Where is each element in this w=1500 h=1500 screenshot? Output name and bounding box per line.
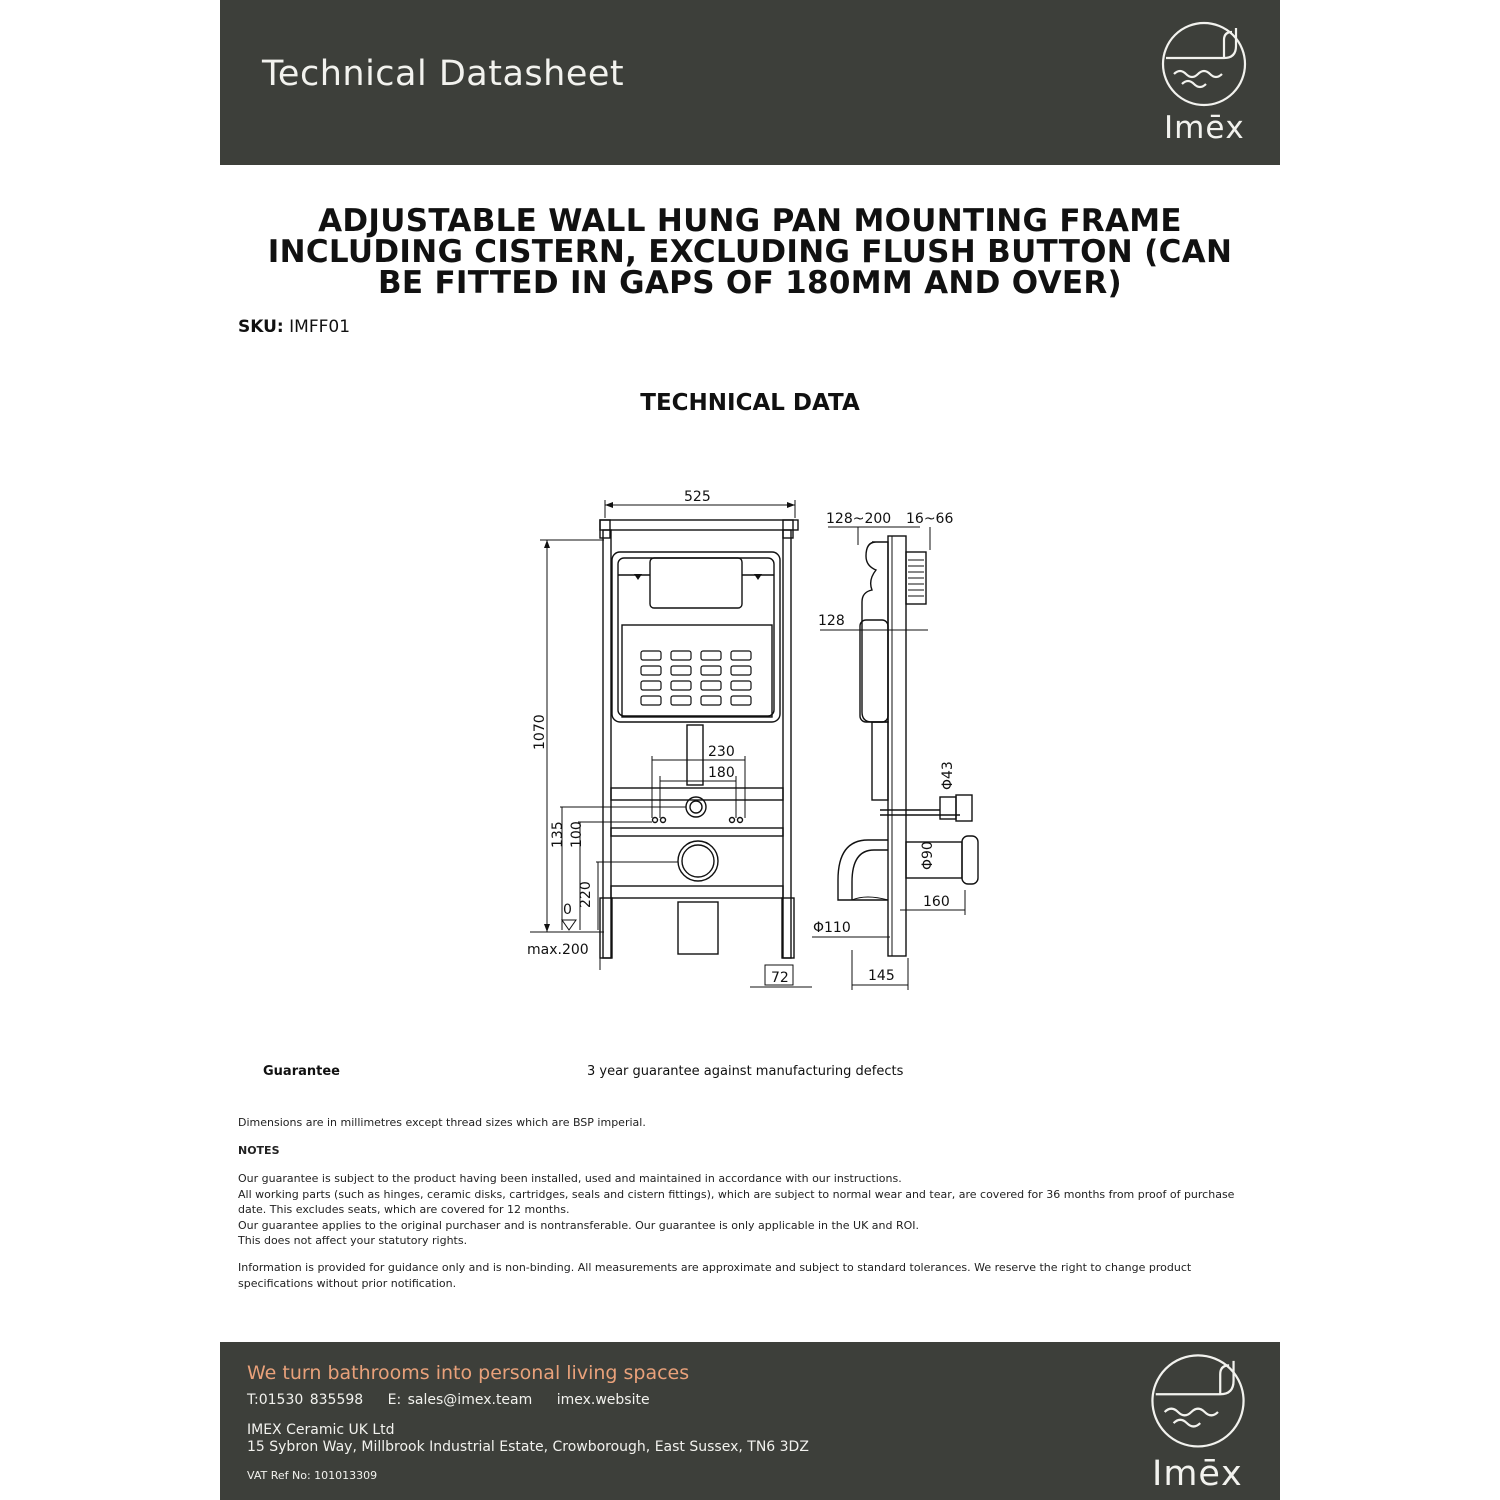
cistern-hole — [701, 651, 721, 660]
dim-offset-160: 160 — [923, 894, 950, 910]
dim-pipe-110: Φ110 — [813, 920, 851, 936]
cistern-hole — [701, 681, 721, 690]
cistern-hole — [731, 651, 751, 660]
dim-foot: 72 — [771, 970, 789, 986]
dim-max-leg: max.200 — [527, 942, 589, 958]
bath-wave-circle-icon — [1160, 20, 1248, 110]
dim-pipe-43: Φ43 — [940, 761, 956, 790]
website-link[interactable]: imex.website — [556, 1392, 650, 1408]
cistern-hole — [701, 696, 721, 705]
company-address — [247, 1422, 809, 1456]
cistern-hole — [731, 681, 751, 690]
cistern-hole — [671, 681, 691, 690]
sku-line — [238, 317, 350, 337]
dimensions-note: Dimensions are in millimetres except thread sizes which are BSP imperial. — [238, 1116, 646, 1129]
cistern-hole — [701, 666, 721, 675]
footer-banner — [220, 1342, 1280, 1500]
cistern-hole — [641, 666, 661, 675]
dim-pipe-90: Φ90 — [920, 841, 936, 870]
dim-height: 1070 — [532, 714, 548, 750]
phone-number: T:01530 835598 — [247, 1392, 364, 1408]
note-line: Our guarantee is subject to the product having been installed, used and maintained in accordance with our instructions. — [238, 1172, 902, 1185]
note-line: All working parts (such as hinges, ceramic disks, cartridges, seals and cistern fittings), which are subject to normal wear and tear, are covered for 36 months from proof of purchase date. This excludes seats, which are covered for 12 months. — [238, 1187, 1235, 1216]
notes-heading: NOTES — [238, 1144, 280, 1157]
cistern-hole — [731, 696, 751, 705]
brand-logo-text: Imēx — [1164, 110, 1245, 146]
cistern-hole — [671, 651, 691, 660]
dim-cistern-depth: 128 — [818, 613, 845, 629]
vat-number: VAT Ref No: 101013309 — [247, 1469, 378, 1482]
dim-height-135: 135 — [550, 821, 566, 848]
cistern-hole — [671, 666, 691, 675]
dim-depth-range: 128~200 — [826, 511, 892, 527]
cistern-hole — [731, 666, 751, 675]
sku-value: IMFF01 — [289, 317, 351, 337]
sku-label: SKU: — [238, 317, 284, 337]
contact-line — [247, 1392, 668, 1408]
brand-logo-text: Imēx — [1152, 1454, 1243, 1494]
dim-width: 525 — [684, 489, 711, 505]
cistern-hole — [641, 681, 661, 690]
dim-wall-range: 16~66 — [906, 511, 954, 527]
dim-zero: 0 — [563, 902, 572, 918]
bath-wave-circle-icon — [1148, 1352, 1248, 1452]
company-name: IMEX Ceramic UK Ltd — [247, 1422, 395, 1438]
note-line: Our guarantee applies to the original purchaser and is nontransferable. Our guarantee is only applicable in the UK and ROI. — [238, 1218, 920, 1232]
note-line: This does not affect your statutory rights. — [238, 1234, 468, 1247]
notes-list — [238, 1171, 1248, 1249]
dim-base-145: 145 — [868, 968, 895, 984]
header-banner — [220, 0, 1280, 165]
product-title: ADJUSTABLE WALL HUNG PAN MOUNTING FRAME INCLUDING CISTERN, EXCLUDING FLUSH BUTTON (CAN BE FITTED IN GAPS OF 180MM AND OVER) — [267, 203, 1233, 301]
disclaimer: Information is provided for guidance only and is non-binding. All measurements are approximate and subject to standard tolerances. We reserve the right to change product specifications without prior notification. — [238, 1261, 1192, 1290]
cistern-hole — [641, 651, 661, 660]
page-title: Technical Datasheet — [262, 54, 625, 94]
dim-outlet-span: 230 — [708, 744, 735, 760]
technical-drawing — [500, 470, 1000, 1000]
tagline: We turn bathrooms into personal living spaces — [247, 1362, 690, 1384]
dim-height-220: 220 — [578, 881, 594, 908]
dim-height-100: 100 — [569, 821, 585, 848]
guarantee-label: Guarantee — [263, 1064, 340, 1079]
dim-fixing-span: 180 — [708, 765, 735, 781]
cistern-hole — [671, 696, 691, 705]
cistern-hole — [641, 696, 661, 705]
guarantee-value: 3 year guarantee against manufacturing defects — [587, 1064, 904, 1079]
address: 15 Sybron Way, Millbrook Industrial Estate, Crowborough, East Sussex, TN6 3DZ — [247, 1439, 809, 1455]
technical-data-heading: TECHNICAL DATA — [640, 390, 860, 416]
email-link[interactable]: E: sales@imex.team — [387, 1392, 533, 1408]
